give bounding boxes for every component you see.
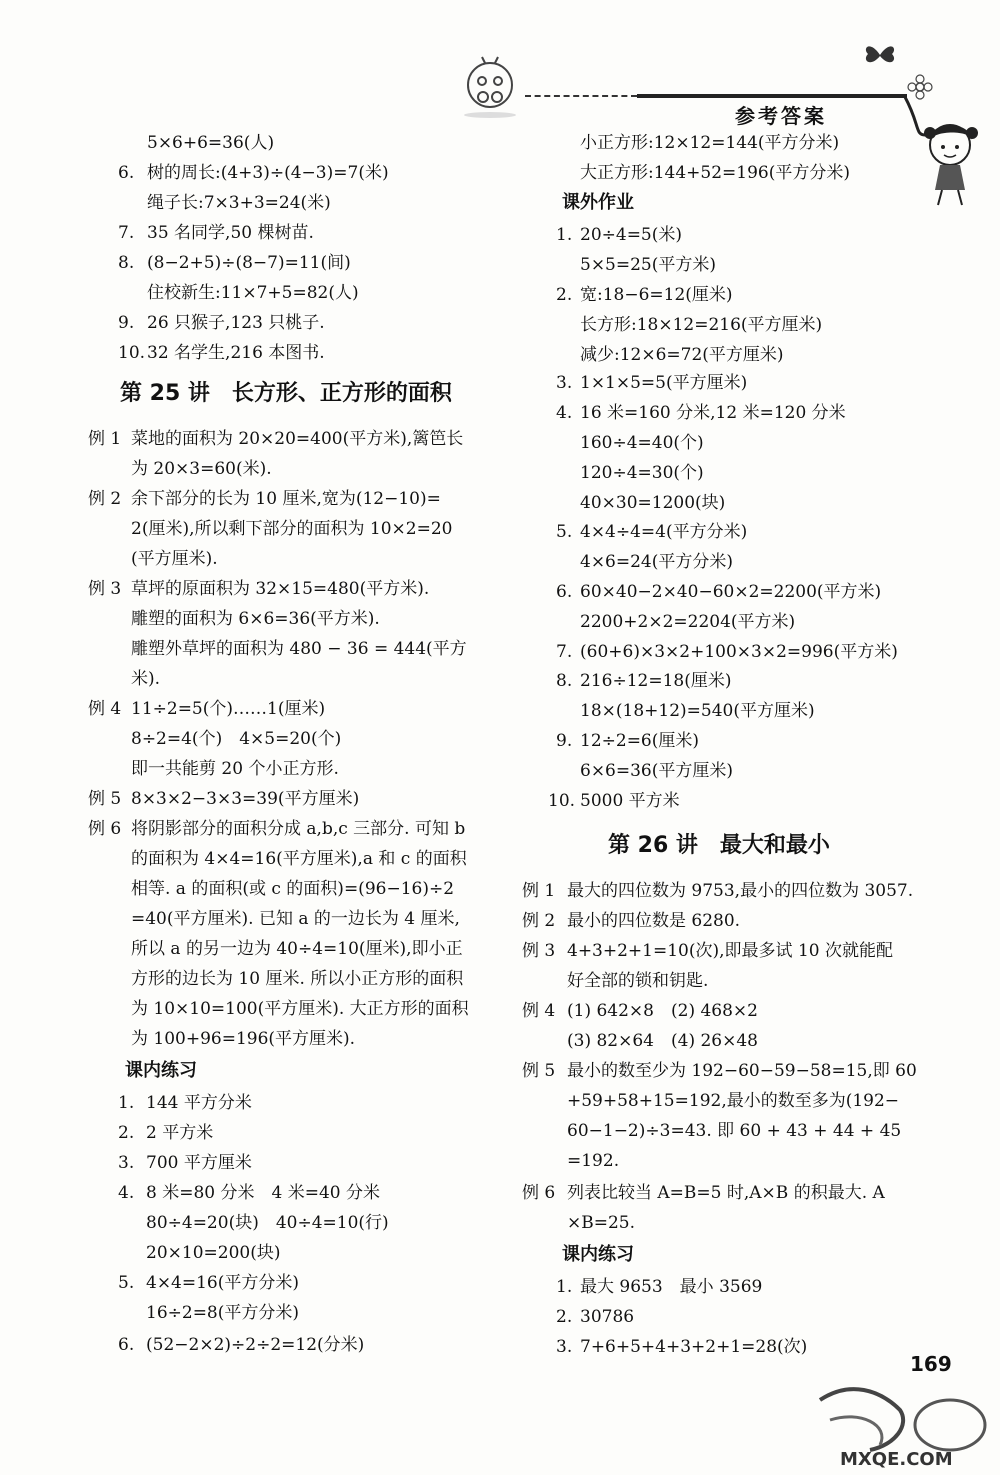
answer-line: 4×6=24(平方分米) (580, 552, 734, 572)
example-label: 例 2 (522, 911, 556, 931)
item-number: 2. (118, 1123, 135, 1143)
example-line: 为 10×10=100(平方厘米). 大正方形的面积 (131, 999, 469, 1019)
answer-line: 最大 9653 最小 3569 (580, 1277, 763, 1297)
example-label: 例 4 (522, 1001, 556, 1021)
item-number: 3. (556, 373, 573, 393)
example-line: 草坪的原面积为 32×15=480(平方米). (131, 579, 430, 599)
answer-line: 8 米=80 分米 4 米=40 分米 (146, 1183, 380, 1203)
item-number: 2. (556, 1307, 573, 1327)
example-line: 的面积为 4×4=16(平方厘米),a 和 c 的面积 (131, 849, 467, 869)
item-number: 1. (556, 1277, 573, 1297)
example-line: 余下部分的长为 10 厘米,宽为(12−10)= (131, 489, 441, 509)
example-line: (平方厘米). (131, 549, 218, 569)
answer-line: 1×1×5=5(平方厘米) (580, 373, 748, 393)
watermark-text: MXQE.COM (840, 1449, 953, 1470)
example-label: 例 5 (522, 1061, 556, 1081)
example-line: (3) 82×64 (4) 26×48 (567, 1031, 758, 1051)
item-number: 6. (118, 1335, 135, 1355)
item-number: 10. (548, 791, 576, 811)
example-line: 好全部的锁和钥匙. (567, 971, 709, 991)
example-line: 雕塑外草坪的面积为 480 − 36 = 444(平方 (131, 639, 467, 659)
example-label: 例 6 (522, 1183, 556, 1203)
item-number: 4. (118, 1183, 135, 1203)
item-number: 8. (556, 671, 573, 691)
header-dashed-rule (525, 95, 637, 97)
example-line: 米). (131, 669, 161, 689)
example-line: ×B=25. (567, 1213, 636, 1233)
example-line: 菜地的面积为 20×20=400(平方米),篱笆长 (131, 429, 464, 449)
answer-line: 160÷4=40(个) (580, 433, 704, 453)
item-number: 3. (118, 1153, 135, 1173)
inclass-practice-title: 课内练习 (562, 1244, 634, 1265)
example-line: 将阴影部分的面积分成 a,b,c 三部分. 可知 b (131, 819, 466, 839)
lesson-26-title: 第 26 讲 最大和最小 (608, 833, 830, 858)
answer-line: 小正方形:12×12=144(平方分米) (580, 133, 840, 153)
page-number: 169 (910, 1352, 952, 1376)
header-rule (637, 94, 907, 98)
example-line: 相等. a 的面积(或 c 的面积)=(96−16)÷2 (131, 879, 455, 899)
example-line: 为 100+96=196(平方厘米). (131, 1029, 356, 1049)
example-label: 例 3 (522, 941, 556, 961)
item-number: 9. (118, 313, 135, 333)
lesson-25-title: 第 25 讲 长方形、正方形的面积 (120, 381, 452, 406)
answer-line: 60×40−2×40−60×2=2200(平方米) (580, 582, 882, 602)
answer-line: 7+6+5+4+3+2+1=28(次) (580, 1337, 808, 1357)
answer-line: 20÷4=5(米) (580, 225, 683, 245)
answer-line: 144 平方分米 (146, 1093, 252, 1113)
smiley-face-icon (455, 55, 525, 120)
example-label: 例 3 (88, 579, 122, 599)
item-number: 4. (556, 403, 573, 423)
item-number: 9. (556, 731, 573, 751)
item-number: 6. (118, 163, 135, 183)
answer-line: (52−2×2)÷2÷2=12(分米) (146, 1335, 365, 1355)
header-title: 参考答案 (735, 104, 827, 128)
example-line: 方形的边长为 10 厘米. 所以小正方形的面积 (131, 969, 464, 989)
answer-line: 16 米=160 分米,12 米=120 分米 (580, 403, 846, 423)
inclass-practice-title: 课内练习 (125, 1060, 197, 1081)
answer-line: 80÷4=20(块) 40÷4=10(行) (146, 1213, 389, 1233)
example-line: 最大的四位数为 9753,最小的四位数为 3057. (567, 881, 914, 901)
example-line: 最小的四位数是 6280. (567, 911, 741, 931)
example-line: 所以 a 的另一边为 40÷4=10(厘米),即小正 (131, 939, 463, 959)
example-label: 例 6 (88, 819, 122, 839)
answer-line: 16÷2=8(平方分米) (146, 1303, 300, 1323)
answer-line: 32 名学生,216 本图书. (147, 343, 325, 363)
example-label: 例 5 (88, 789, 122, 809)
example-line: 8÷2=4(个) 4×5=20(个) (131, 729, 342, 749)
example-line: 8×3×2−3×3=39(平方厘米) (131, 789, 360, 809)
item-number: 1. (556, 225, 573, 245)
answer-line: 4×4÷4=4(平方分米) (580, 522, 748, 542)
answer-line: 5×5=25(平方米) (580, 255, 717, 275)
item-number: 3. (556, 1337, 573, 1357)
example-label: 例 2 (88, 489, 122, 509)
example-line: 即一共能剪 20 个小正方形. (131, 759, 339, 779)
answer-line: 宽:18−6=12(厘米) (580, 285, 733, 305)
answer-line: 216÷12=18(厘米) (580, 671, 732, 691)
item-number: 7. (556, 642, 573, 662)
item-number: 1. (118, 1093, 135, 1113)
example-line: 2(厘米),所以剩下部分的面积为 10×2=20 (131, 519, 453, 539)
answer-line: 6×6=36(平方厘米) (580, 761, 734, 781)
answer-line: 30786 (580, 1307, 635, 1327)
answer-line: 长方形:18×12=216(平方厘米) (580, 315, 823, 335)
example-line: 11÷2=5(个)……1(厘米) (131, 699, 326, 719)
example-line: 60−1−2)÷3=43. 即 60 + 43 + 44 + 45 (567, 1121, 902, 1141)
butterfly-icon (862, 40, 898, 70)
answer-line: 18×(18+12)=540(平方厘米) (580, 701, 815, 721)
example-line: 列表比较当 A=B=5 时,A×B 的积最大. A (567, 1183, 885, 1203)
answer-line: 2 平方米 (146, 1123, 214, 1143)
homework-title: 课外作业 (562, 192, 634, 213)
answer-line: 12÷2=6(厘米) (580, 731, 700, 751)
example-line: +59+58+15=192,最小的数至多为(192− (567, 1091, 900, 1111)
answer-line: 20×10=200(块) (146, 1243, 281, 1263)
example-line: 最小的数至少为 192−60−59−58=15,即 60 (567, 1061, 917, 1081)
answer-line: 住校新生:11×7+5=82(人) (147, 283, 359, 303)
answer-line: 5000 平方米 (580, 791, 680, 811)
example-label: 例 1 (88, 429, 122, 449)
answer-line: (60+6)×3×2+100×3×2=996(平方米) (580, 642, 898, 662)
answer-line: 35 名同学,50 棵树苗. (147, 223, 314, 243)
answer-line: 700 平方厘米 (146, 1153, 252, 1173)
item-number: 2. (556, 285, 573, 305)
example-line: 雕塑的面积为 6×6=36(平方米). (131, 609, 380, 629)
answer-line: 5×6+6=36(人) (147, 133, 275, 153)
item-number: 7. (118, 223, 135, 243)
item-number: 10. (118, 343, 146, 363)
answer-line: 树的周长:(4+3)÷(4−3)=7(米) (147, 163, 389, 183)
answer-line: 大正方形:144+52=196(平方分米) (580, 163, 851, 183)
example-label: 例 4 (88, 699, 122, 719)
answer-line: 2200+2×2=2204(平方米) (580, 612, 796, 632)
answer-line: 减少:12×6=72(平方厘米) (580, 345, 784, 365)
example-line: =192. (567, 1151, 620, 1171)
item-number: 8. (118, 253, 135, 273)
example-line: =40(平方厘米). 已知 a 的一边长为 4 厘米, (131, 909, 460, 929)
example-line: (1) 642×8 (2) 468×2 (567, 1001, 758, 1021)
answer-line: 26 只猴子,123 只桃子. (147, 313, 325, 333)
example-line: 4+3+2+1=10(次),即最多试 10 次就能配 (567, 941, 893, 961)
cartoon-girl-icon (900, 95, 995, 210)
item-number: 5. (556, 522, 573, 542)
example-line: 为 20×3=60(米). (131, 459, 272, 479)
answer-line: 40×30=1200(块) (580, 493, 726, 513)
answer-line: (8−2+5)÷(8−7)=11(间) (147, 253, 351, 273)
watermark-logo (810, 1370, 995, 1470)
answer-line: 4×4=16(平方分米) (146, 1273, 300, 1293)
item-number: 5. (118, 1273, 135, 1293)
answer-line: 绳子长:7×3+3=24(米) (147, 193, 331, 213)
item-number: 6. (556, 582, 573, 602)
answer-line: 120÷4=30(个) (580, 463, 704, 483)
example-label: 例 1 (522, 881, 556, 901)
